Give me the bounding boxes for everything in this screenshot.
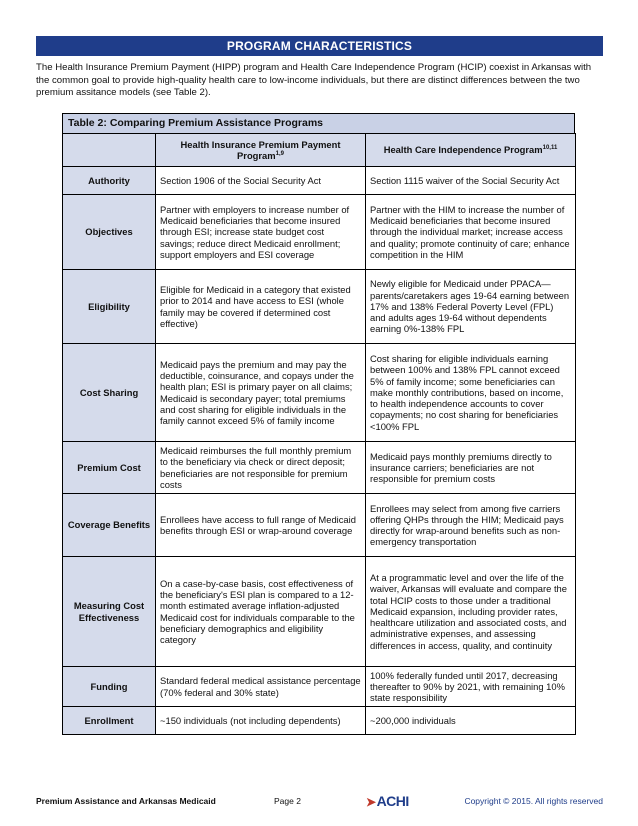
hcip-cell: Partner with the HIM to increase the number of Medicaid beneficiaries that become insured through the individual market; increase access and quality; promote continuity of care; enhance competition in the HIM [366,195,576,270]
footer-title: Premium Assistance and Arkansas Medicaid [36,796,216,806]
row-label: Coverage Benefits [63,494,156,557]
hcip-cell: ~200,000 individuals [366,707,576,735]
logo-arrow-icon: ➤ [366,795,376,809]
hipp-cell: On a case-by-case basis, cost effectiveness of the beneficiary's ESI plan is compared to a 12-month estimated average inflation-adjusted Medicaid cost for individuals comparable to the beneficiary demographics and eligibility category [156,557,366,667]
hcip-cell: Medicaid pays monthly premiums directly to insurance carriers; beneficiaries are not responsible for premium costs [366,442,576,494]
table-row [63,344,576,442]
footer-page-number: Page 2 [274,796,301,806]
logo-text: ACHI [376,793,409,809]
row-label: Eligibility [63,270,156,344]
header-hcip-sup: 10,11 [542,145,558,152]
header-empty-cell [63,134,156,167]
row-label: Cost Sharing [63,344,156,442]
hcip-cell: Cost sharing for eligible individuals earning between 100% and 138% FPL cannot exceed 5% of family income; some beneficiaries can make monthly contributions, based on income, to health independence accounts to cover copayments; no cost sharing for beneficiaries <100% FPL [366,344,576,442]
hcip-cell: Section 1115 waiver of the Social Security Act [366,167,576,195]
row-label: Enrollment [63,707,156,735]
intro-paragraph: The Health Insurance Premium Payment (HIPP) program and Health Care Independence Program (HCIP) coexist in Arkansas with the common goal to provide high-quality health care to low-income individuals, but there are distinct differences between the two premium assitance models (see Table 2). [36,62,592,98]
row-label: Objectives [63,195,156,270]
page-footer [36,793,603,809]
table-row [63,442,576,494]
section-banner: PROGRAM CHARACTERISTICS [36,36,603,56]
achi-logo [366,793,409,809]
table-header-row [63,134,576,167]
table-row [63,557,576,667]
table-caption: Table 2: Comparing Premium Assistance Programs [62,113,575,133]
header-hipp-sup: 1,9 [275,150,284,157]
hcip-cell: Newly eligible for Medicaid under PPACA—parents/caretakers ages 19-64 earning between 17% and 138% Federal Poverty Level (FPL) and adults ages 19-64 without dependents earning 0%-138% FPL [366,270,576,344]
hipp-cell: Enrollees have access to full range of Medicaid benefits through ESI or wrap-around coverage [156,494,366,557]
header-hcip-label: Health Care Independence Program [383,144,543,156]
hipp-cell: Section 1906 of the Social Security Act [156,167,366,195]
table-row [63,667,576,707]
hipp-cell: ~150 individuals (not including dependents) [156,707,366,735]
hipp-cell: Standard federal medical assistance percentage (70% federal and 30% state) [156,667,366,707]
comparison-table [62,133,576,735]
table-row [63,195,576,270]
hipp-cell: Medicaid pays the premium and may pay the deductible, coinsurance, and copays under the health plan; ESI is primary payer on all claims; Medicaid is secondary payer; total premiums and cost sharing for eligible individuals in the family cannot exceed 5% of family income [156,344,366,442]
header-hcip [366,134,576,167]
table-row [63,494,576,557]
header-hipp-label: Health Insurance Premium Payment Program [180,138,341,161]
hcip-cell: 100% federally funded until 2017, decreasing thereafter to 90% by 2021, with remaining 10% state responsibility [366,667,576,707]
hcip-cell: Enrollees may select from among five carriers offering QHPs through the HIM; Medicaid pays directly for wrap-around benefits such as non-emergency transportation [366,494,576,557]
header-hipp [156,134,366,167]
row-label: Premium Cost [63,442,156,494]
table-row [63,707,576,735]
hipp-cell: Medicaid reimburses the full monthly premium to the beneficiary via check or direct deposit; beneficiaries are not responsible for premium costs [156,442,366,494]
hcip-cell: At a programmatic level and over the life of the waiver, Arkansas will evaluate and compare the total HCIP costs to those under a traditional Medicaid expansion, including provider rates, healthcare utilization and associated costs, and administrative expenses, and assessing differences in access, quality, and continuity [366,557,576,667]
table-row [63,167,576,195]
hipp-cell: Eligible for Medicaid in a category that existed prior to 2014 and have access to ESI (whole family may be covered if determined cost effective) [156,270,366,344]
row-label: Funding [63,667,156,707]
row-label: Measuring Cost Effectiveness [63,557,156,667]
table-row [63,270,576,344]
comparison-table-container [62,113,575,735]
hipp-cell: Partner with employers to increase number of Medicaid beneficiaries that become insured through ESI; increase state budget cost savings; reduce direct Medicaid enrollment; support employers and ESI coverage [156,195,366,270]
row-label: Authority [63,167,156,195]
footer-copyright: Copyright © 2015. All rights reserved [464,796,603,806]
